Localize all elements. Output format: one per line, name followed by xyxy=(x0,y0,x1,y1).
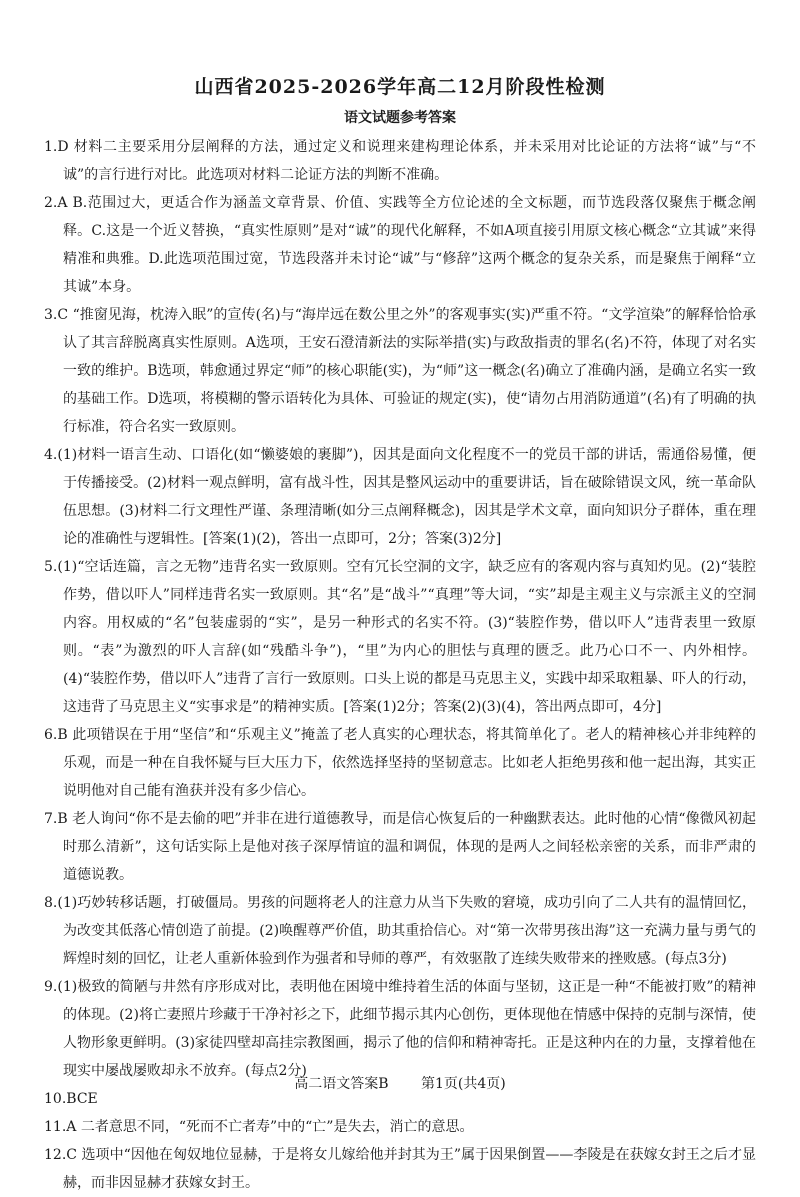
answer-list xyxy=(44,133,756,1197)
answer-item: 5.(1)“空话连篇，言之无物”违背名实一致原则。空有冗长空洞的文字，缺乏应有的客观内容与真知灼见。(2)“装腔作势，借以吓人”同样违背名实一致原则。其“名”是“战斗”“真理”等大词，“实”却是主观主义与宗派主义的空洞内容。用权威的“名”包装虚弱的“实”，是另一种形式的名实不符。(3)“装腔作势，借以吓人”违背表里一致原则。“表”为激烈的吓人言辞(如“残酷斗争”)，“里”为内心的胆怯与真理的匮乏。此乃心口不一、内外相悖。(4)“装腔作势，借以吓人”违背了言行一致原则。口头上说的都是马克思主义，实践中却采取粗暴、吓人的行动，这违背了马克思主义“实事求是”的精神实质。[答案(1)2分；答案(2)(3)(4)，答出两点即可，4分] xyxy=(44,559,756,715)
footer-page-number: 第1页(共4页) xyxy=(421,1076,506,1092)
answer-item: 11.A 二者意思不同，“死而不亡者寿”中的“亡”是失去，消亡的意思。 xyxy=(44,1119,474,1135)
answer-item: 10.BCE xyxy=(44,1091,98,1107)
answer-item: 4.(1)材料一语言生动、口语化(如“懒婆娘的裹脚”)，因其是面向文化程度不一的党员干部的讲话，需通俗易懂，便于传播接受。(2)材料一观点鲜明，富有战斗性，因其是整风运动中的重要讲话，旨在破除错误文风，统一革命队伍思想。(3)材料二行文理性严谨、条理清晰(如分三点阐释概念)，因其是学术文章，面向知识分子群体，重在理论的准确性与逻辑性。[答案(1)(2)，答出一点即可，2分；答案(3)2分] xyxy=(44,447,756,547)
document-title: 山西省2025-2026学年高二12月阶段性检测 xyxy=(194,76,606,98)
answer-item: 1.D 材料二主要采用分层阐释的方法，通过定义和说理来建构理论体系，并未采用对比论证的方法将“诚”与“不诚”的言行进行对比。此选项对材料二论证方法的判断不准确。 xyxy=(44,139,756,183)
answer-item: 7.B 老人询问“你不是去偷的吧”并非在进行道德教导，而是信心恢复后的一种幽默表达。此时他的心情“像微风初起时那么清新”，这句话实际上是他对孩子深厚情谊的温和调侃，体现的是两人之间轻松亲密的关系，而非严肃的道德说教。 xyxy=(44,811,756,883)
page-footer xyxy=(0,1073,800,1093)
footer-subject: 高二语文答案B xyxy=(294,1076,389,1092)
answer-item: 9.(1)极致的简陋与井然有序形成对比，表明他在困境中维持着生活的体面与坚韧，这正是一种“不能被打败”的精神的体现。(2)将亡妻照片珍藏于干净衬衫之下，此细节揭示其内心创伤，更体现他在情感中保持的克制与深情，使人物形象更鲜明。(3)家徒四壁却高挂宗教图画，揭示了他的信仰和精神寄托。正是这种内在的力量，支撑着他在现实中屡战屡败却永不放弃。(每点2分) xyxy=(44,979,756,1079)
answer-item: 2.A B.范围过大，更适合作为涵盖文章背景、价值、实践等全方位论述的全文标题，而节选段落仅聚焦于概念阐释。C.这是一个近义替换，“真实性原则”是对“诚”的现代化解释，不如A项直接引用原文核心概念“立其诚”来得精准和典雅。D.此选项范围过宽，节选段落并未讨论“诚”与“修辞”这两个概念的复杂关系，而是聚焦于阐释“立其诚”本身。 xyxy=(44,195,756,295)
answer-item: 6.B 此项错误在于用“坚信”和“乐观主义”掩盖了老人真实的心理状态，将其简单化了。老人的精神核心并非纯粹的乐观，而是一种在自我怀疑与巨大压力下，依然选择坚持的坚韧意志。比如老人拒绝男孩和他一起出海，其实正说明他对自己能有渔获并没有多少信心。 xyxy=(44,727,756,799)
answer-item: 8.(1)巧妙转移话题，打破僵局。男孩的问题将老人的注意力从当下失败的窘境，成功引向了二人共有的温情回忆，为改变其低落心情创造了前提。(2)唤醒尊严价值，助其重拾信心。对“第一次带男孩出海”这一充满力量与勇气的辉煌时刻的回忆，让老人重新体验到作为强者和导师的尊严，有效驱散了连续失败带来的挫败感。(每点3分) xyxy=(44,895,756,967)
answer-item: 12.C 选项中“因他在匈奴地位显赫，于是将女儿嫁给他并封其为王”属于因果倒置——李陵是在获嫁女封王之后才显赫，而非因显赫才获嫁女封王。 xyxy=(44,1147,756,1191)
answer-item: 3.C “推窗见海，枕涛入眠”的宣传(名)与“海岸远在数公里之外”的客观事实(实)严重不符。“文学渲染”的解释恰恰承认了其言辞脱离真实性原则。A选项，王安石澄清新法的实际举措(实)与政敌指责的罪名(名)不符，体现了对名实一致的维护。B选项，韩愈通过界定“师”的核心职能(实)，为“师”这一概念(名)确立了准确内涵，是确立名实一致的基础工作。D选项，将模糊的警示语转化为具体、可验证的规定(实)，使“请勿占用消防通道”(名)有了明确的执行标准，符合名实一致原则。 xyxy=(44,307,756,435)
document-subtitle: 语文试题参考答案 xyxy=(344,110,456,126)
